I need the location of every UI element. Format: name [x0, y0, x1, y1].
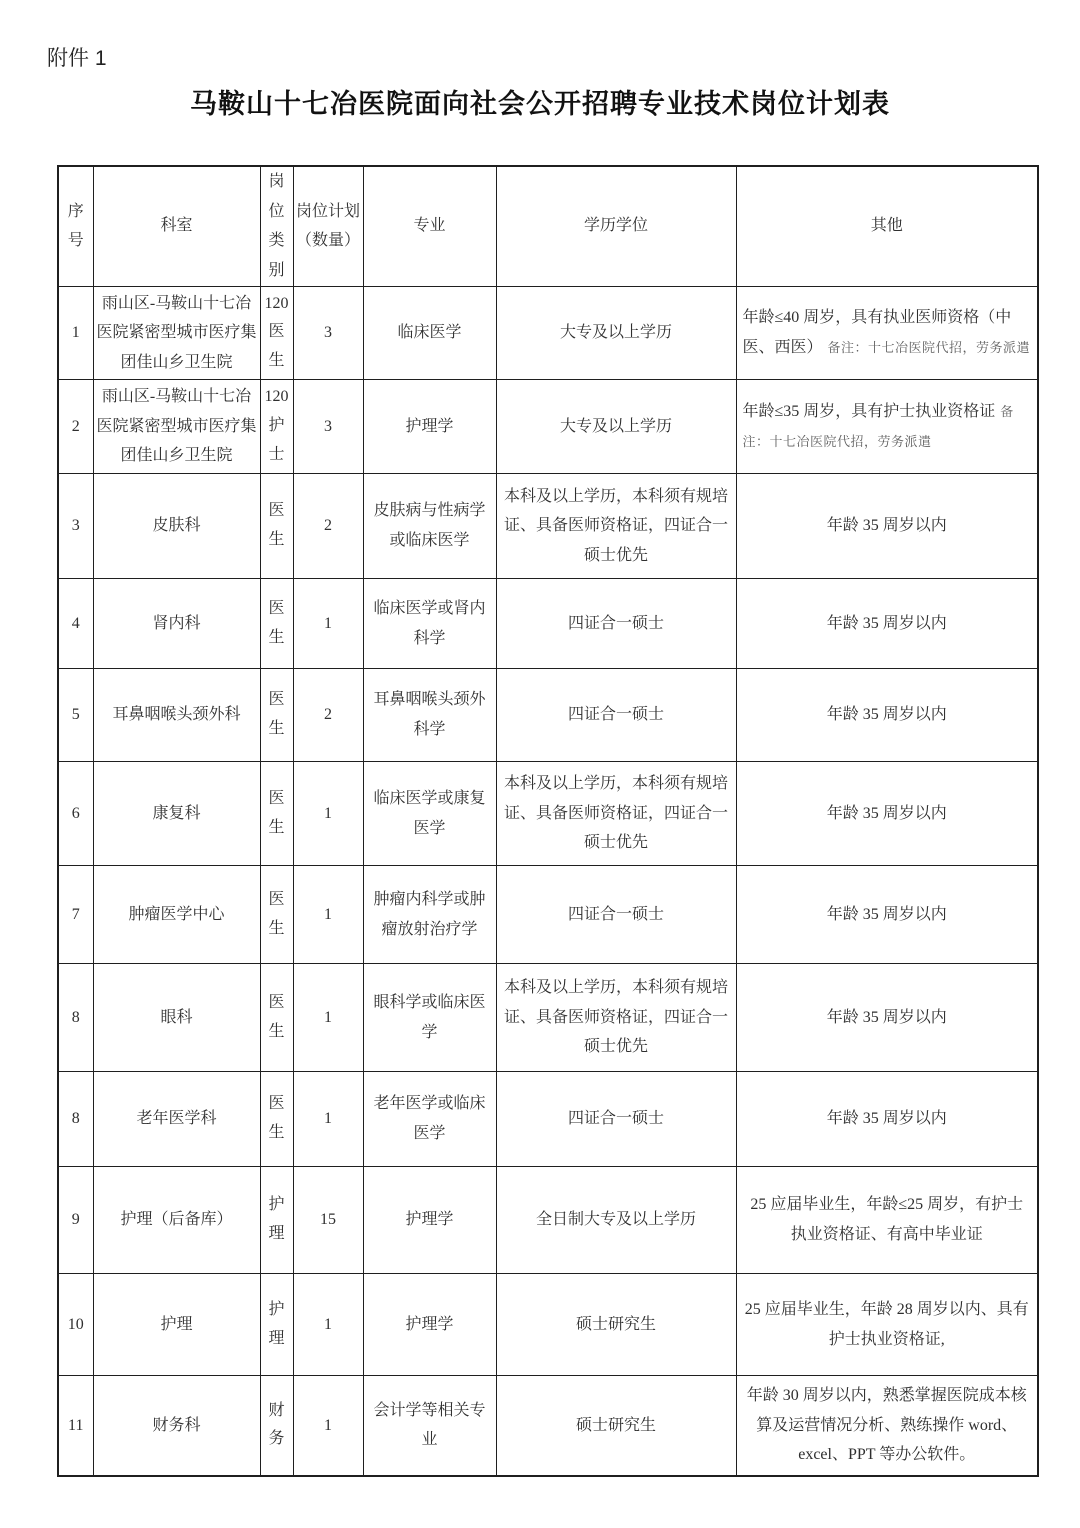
cell-category: 医生 — [260, 1072, 293, 1167]
cell-no: 6 — [58, 762, 93, 866]
cell-dept: 雨山区-马鞍山十七冶医院紧密型城市医疗集团佳山乡卫生院 — [93, 286, 260, 380]
cell-education: 四证合一硕士 — [496, 579, 736, 669]
cell-count: 1 — [293, 866, 363, 964]
cell-no: 8 — [58, 964, 93, 1072]
other-requirement-text: 25 应届毕业生，年龄 28 周岁以内、具有护士执业资格证, — [744, 1300, 1029, 1348]
cell-category: 医生 — [260, 474, 293, 579]
header-education: 学历学位 — [496, 166, 736, 286]
recruitment-plan-table — [57, 165, 1039, 1477]
cell-category: 财务 — [260, 1376, 293, 1476]
header-other: 其他 — [736, 166, 1038, 286]
cell-count: 1 — [293, 762, 363, 866]
cell-no: 7 — [58, 866, 93, 964]
cell-count: 2 — [293, 669, 363, 762]
cell-category: 护理 — [260, 1274, 293, 1376]
table-row — [58, 380, 1038, 474]
header-row — [58, 166, 1038, 286]
cell-dept: 皮肤科 — [93, 474, 260, 579]
cell-dept: 肿瘤医学中心 — [93, 866, 260, 964]
cell-major: 皮肤病与性病学或临床医学 — [363, 474, 496, 579]
cell-other — [736, 866, 1038, 964]
cell-major: 护理学 — [363, 380, 496, 474]
cell-education: 四证合一硕士 — [496, 866, 736, 964]
cell-count: 15 — [293, 1167, 363, 1274]
cell-dept: 财务科 — [93, 1376, 260, 1476]
cell-education: 本科及以上学历，本科须有规培证、具备医师资格证，四证合一硕士优先 — [496, 964, 736, 1072]
other-requirement-text: 年龄 35 周岁以内 — [826, 1110, 947, 1128]
cell-no: 4 — [58, 579, 93, 669]
cell-dept: 康复科 — [93, 762, 260, 866]
other-requirement-text: 年龄 35 周岁以内 — [826, 905, 947, 923]
cell-education: 全日制大专及以上学历 — [496, 1167, 736, 1274]
cell-dept: 雨山区-马鞍山十七冶医院紧密型城市医疗集团佳山乡卫生院 — [93, 380, 260, 474]
cell-major: 会计学等相关专业 — [363, 1376, 496, 1476]
table-row — [58, 286, 1038, 380]
cell-education: 本科及以上学历，本科须有规培证、具备医师资格证，四证合一硕士优先 — [496, 474, 736, 579]
header-no: 序号 — [58, 166, 93, 286]
cell-no: 5 — [58, 669, 93, 762]
cell-no: 11 — [58, 1376, 93, 1476]
other-requirement-text: 25 应届毕业生，年龄≤25 周岁，有护士执业资格证、有高中毕业证 — [750, 1196, 1024, 1244]
other-requirement-text: 年龄 35 周岁以内 — [826, 804, 947, 822]
header-major: 专业 — [363, 166, 496, 286]
cell-no: 10 — [58, 1274, 93, 1376]
cell-category: 护理 — [260, 1167, 293, 1274]
plan-table-body — [58, 286, 1038, 1476]
cell-major: 临床医学 — [363, 286, 496, 380]
cell-dept: 护理 — [93, 1274, 260, 1376]
cell-count: 2 — [293, 474, 363, 579]
other-requirement-text: 年龄 35 周岁以内 — [826, 517, 947, 535]
cell-other — [736, 286, 1038, 380]
other-note-text: 备注：十七冶医院代招，劳务派遣 — [827, 339, 1031, 355]
cell-major: 耳鼻咽喉头颈外科学 — [363, 669, 496, 762]
cell-count: 3 — [293, 380, 363, 474]
table-row — [58, 1167, 1038, 1274]
table-row — [58, 669, 1038, 762]
cell-major: 临床医学或肾内科学 — [363, 579, 496, 669]
cell-dept: 护理（后备库） — [93, 1167, 260, 1274]
other-requirement-text: 年龄≤40 周岁，具有执业医师资格（中医、西医） — [742, 309, 1012, 356]
cell-count: 1 — [293, 579, 363, 669]
table-row — [58, 1072, 1038, 1167]
cell-count: 1 — [293, 1274, 363, 1376]
cell-count: 1 — [293, 1072, 363, 1167]
cell-no: 3 — [58, 474, 93, 579]
table-row — [58, 762, 1038, 866]
cell-other — [736, 669, 1038, 762]
cell-count: 1 — [293, 964, 363, 1072]
attachment-label: 附件 1 — [47, 47, 107, 70]
cell-major: 临床医学或康复医学 — [363, 762, 496, 866]
cell-category: 医生 — [260, 579, 293, 669]
cell-other — [736, 964, 1038, 1072]
cell-other — [736, 1072, 1038, 1167]
cell-education: 大专及以上学历 — [496, 286, 736, 380]
cell-dept: 肾内科 — [93, 579, 260, 669]
cell-category: 120医生 — [260, 286, 293, 380]
table-row — [58, 1274, 1038, 1376]
cell-other — [736, 762, 1038, 866]
table-row — [58, 866, 1038, 964]
table-row — [58, 964, 1038, 1072]
cell-other — [736, 1274, 1038, 1376]
cell-no: 9 — [58, 1167, 93, 1274]
cell-other — [736, 1376, 1038, 1476]
cell-dept: 耳鼻咽喉头颈外科 — [93, 669, 260, 762]
cell-no: 8 — [58, 1072, 93, 1167]
cell-education: 硕士研究生 — [496, 1274, 736, 1376]
cell-dept: 老年医学科 — [93, 1072, 260, 1167]
cell-major: 护理学 — [363, 1167, 496, 1274]
cell-major: 肿瘤内科学或肿瘤放射治疗学 — [363, 866, 496, 964]
cell-dept: 眼科 — [93, 964, 260, 1072]
table-row — [58, 579, 1038, 669]
header-count: 岗位计划（数量） — [293, 166, 363, 286]
cell-no: 2 — [58, 380, 93, 474]
cell-major: 护理学 — [363, 1274, 496, 1376]
cell-category: 医生 — [260, 964, 293, 1072]
header-category: 岗位类别 — [260, 166, 293, 286]
page-title: 马鞍山十七冶医院面向社会公开招聘专业技术岗位计划表 — [190, 89, 890, 119]
cell-other — [736, 474, 1038, 579]
other-requirement-text: 年龄 35 周岁以内 — [826, 1008, 947, 1026]
cell-education: 四证合一硕士 — [496, 669, 736, 762]
cell-education: 四证合一硕士 — [496, 1072, 736, 1167]
header-dept: 科室 — [93, 166, 260, 286]
cell-no: 1 — [58, 286, 93, 380]
cell-other — [736, 579, 1038, 669]
other-requirement-text: 年龄≤35 周岁，具有护士执业资格证 — [742, 403, 996, 421]
cell-education: 大专及以上学历 — [496, 380, 736, 474]
table-row — [58, 474, 1038, 579]
other-note-text: 备注：十七冶医院代招，劳务派遣 — [742, 404, 1014, 449]
cell-category: 医生 — [260, 866, 293, 964]
cell-education: 本科及以上学历，本科须有规培证、具备医师资格证，四证合一硕士优先 — [496, 762, 736, 866]
cell-count: 3 — [293, 286, 363, 380]
other-requirement-text: 年龄 30 周岁以内，熟悉掌握医院成本核算及运营情况分析、熟练操作 word、excel、PPT 等办公软件。 — [746, 1386, 1027, 1464]
cell-other — [736, 380, 1038, 474]
other-requirement-text: 年龄 35 周岁以内 — [826, 614, 947, 632]
cell-education: 硕士研究生 — [496, 1376, 736, 1476]
cell-major: 眼科学或临床医学 — [363, 964, 496, 1072]
cell-count: 1 — [293, 1376, 363, 1476]
cell-category: 120护士 — [260, 380, 293, 474]
other-requirement-text: 年龄 35 周岁以内 — [826, 706, 947, 724]
cell-category: 医生 — [260, 762, 293, 866]
cell-category: 医生 — [260, 669, 293, 762]
cell-major: 老年医学或临床医学 — [363, 1072, 496, 1167]
table-row — [58, 1376, 1038, 1476]
cell-other — [736, 1167, 1038, 1274]
